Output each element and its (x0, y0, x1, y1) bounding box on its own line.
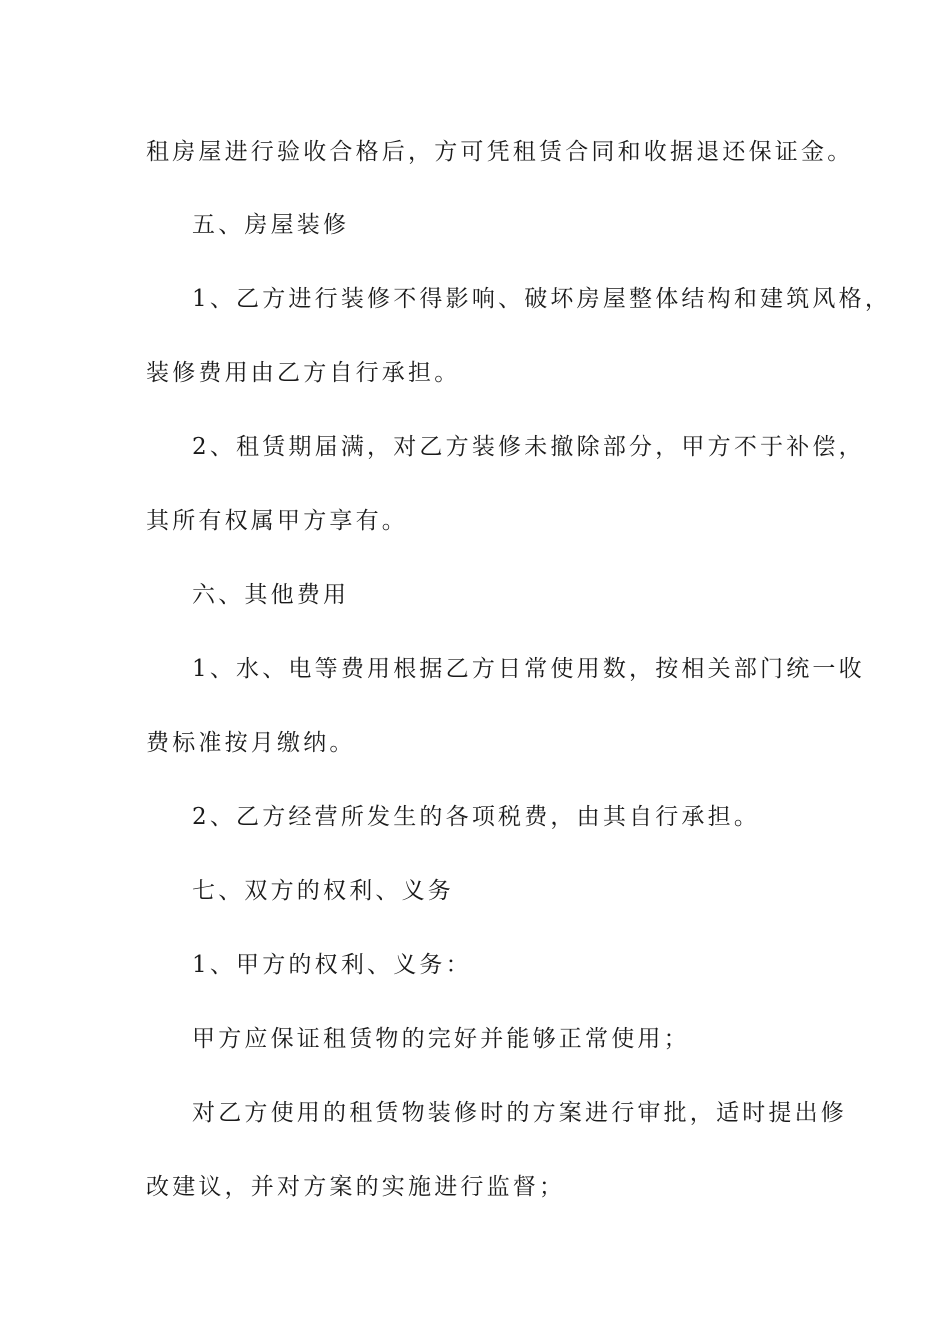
section-heading: 六、其他费用 (192, 582, 350, 608)
body-text-line: 装修费用由乙方自行承担。 (146, 360, 461, 386)
body-text-line: 2、乙方经营所发生的各项税费，由其自行承担。 (192, 804, 761, 830)
body-text-line: 1、乙方进行装修不得影响、破坏房屋整体结构和建筑风格， (192, 286, 892, 312)
body-text-line: 1、水、电等费用根据乙方日常使用数，按相关部门统一收 (192, 656, 865, 682)
body-text-line: 1、甲方的权利、义务： (192, 952, 472, 978)
body-text-line: 其所有权属甲方享有。 (146, 508, 408, 534)
section-heading: 七、双方的权利、义务 (192, 878, 454, 904)
section-heading: 五、房屋装修 (192, 212, 350, 238)
body-text-line: 2、租赁期届满，对乙方装修未撤除部分，甲方不于补偿， (192, 434, 865, 460)
body-text-line: 改建议，并对方案的实施进行监督； (146, 1174, 566, 1200)
body-text-line: 甲方应保证租赁物的完好并能够正常使用； (192, 1026, 690, 1052)
body-text-line: 租房屋进行验收合格后，方可凭租赁合同和收据退还保证金。 (146, 139, 854, 165)
body-text-line: 费标准按月缴纳。 (146, 730, 356, 756)
body-text-line: 对乙方使用的租赁物装修时的方案进行审批，适时提出修 (192, 1100, 847, 1126)
